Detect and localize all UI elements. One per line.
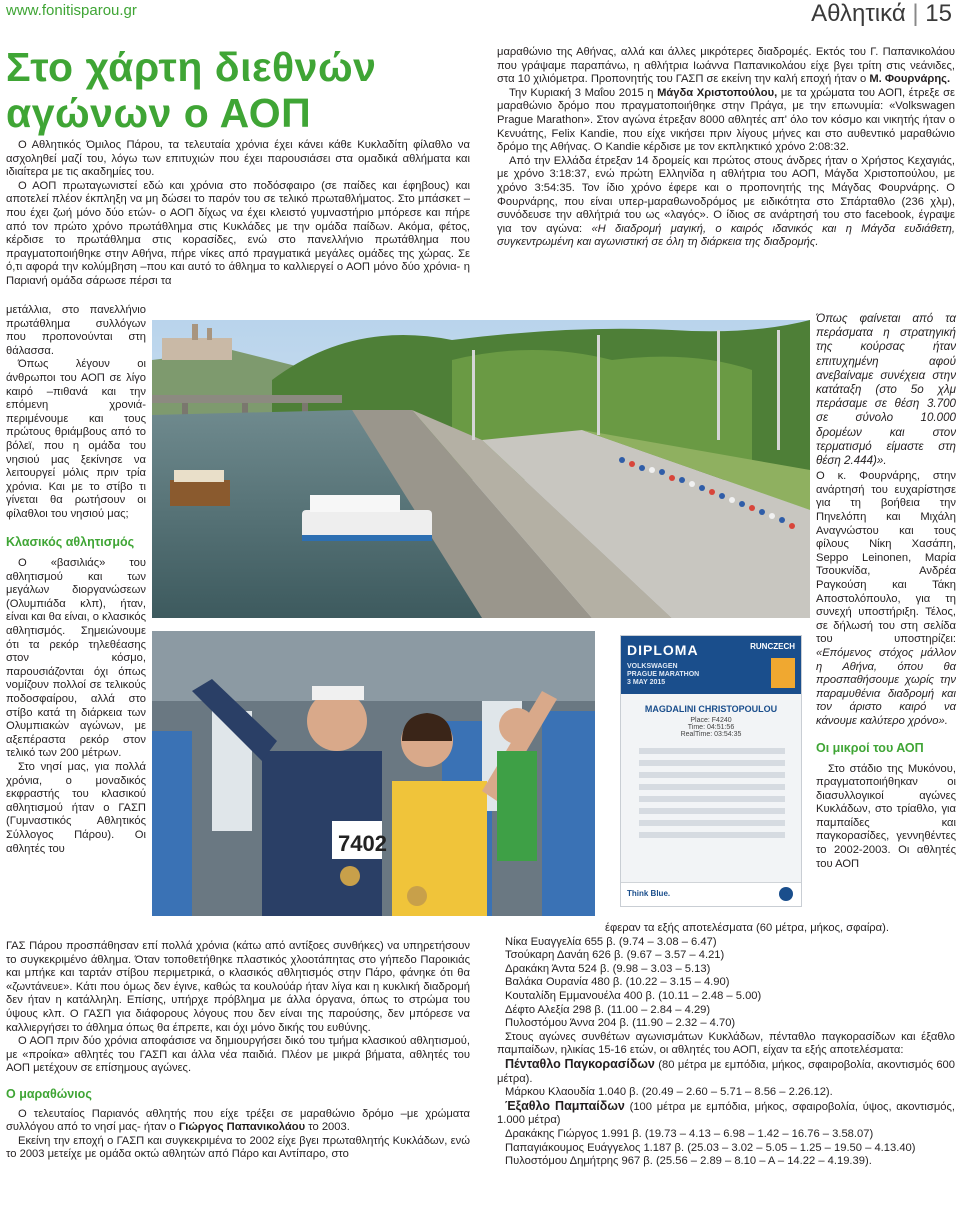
result-line: Νίκα Ευαγγελία 655 β. (9.74 – 3.08 – 6.47) (505, 935, 717, 948)
result-line: Δρακάκης Γιώργος 1.991 β. (19.73 – 4.13 – 6.98 – 1.42 – 16.76 – 3.58.07) (505, 1127, 874, 1140)
right-p1-text: μαραθώνιο της Αθήνας, αλλά και άλλες μικρότερες διαδρομές. Εκτός του Γ. Παπανικολάου που γράψαμε παραπάνω, η αθλήτρια Ιωάννα Παπανικολάου είχε βγει τρίτη στις νεάνιδες, στα 10 χιλιόμετρα. Προπονητής του ΓΑΣΠ σε εκείνη την καλή εποχή ήταν ο (497, 46, 955, 86)
right-p2-name: Μάγδα Χριστοπούλου, (657, 86, 778, 99)
right-paragraph-1 (497, 46, 955, 87)
right-paragraph-3 (497, 155, 955, 250)
diploma-athlete: MAGDALINI CHRISTOPOULOU (644, 704, 778, 714)
right-paragraph-4 (816, 470, 956, 728)
result-line: Δρακάκη Άντα 524 β. (9.98 – 3.03 – 5.13) (505, 962, 711, 975)
result-line: Δέφτο Αλεξία 298 β. (11.00 – 2.84 – 4.29) (505, 1003, 711, 1016)
prague-river-photo (152, 320, 810, 618)
narrow-paragraph-cont: μετάλλια, στο πανελλήνιο πρωτάθλημα συλλόγων που προπονούνται στη θάλασσα. (6, 304, 146, 357)
diploma-header (621, 636, 801, 694)
lower-paragraph-5: Ο ΑΟΠ πριν δύο χρόνια αποφάσισε να δημιουργήσει δικό του τμήμα κλασικού αθλητισμού, με «προίκα» αθλητές του ΓΑΣΠ και άλλα νέα παιδιά. Πλέον με μικρά βήματα, αθλητές του ΑΟΠ μετέχουν σε επίσημους αγώνες. (6, 1035, 470, 1075)
narrow-column (6, 304, 146, 856)
title-line-2: αγώνων ο ΑΟΠ (6, 90, 312, 136)
intro-paragraph-1: Ο Αθλητικός Όμιλος Πάρου, τα τελευταία χρόνια έχει κάνει κάθε Κυκλαδίτη φίλαθλο να ασχοληθεί μαζί του, λόγω των επιτυχιών που έχει παρουσιάσει στα ομαδικά αθλήματα και ιδιαίτερα με τις ακαδημίες του. (6, 139, 470, 179)
photo-caption-quote: Όπως φαίνεται από τα περάσματα η στρατηγική της κούρσας ήταν επιτυχημένη αφού ανεβαίναμε συνέχεια στην κατάταξη (στο 5ο χλμ περάσαμε σε θέση 3.700 σε σύνολο 10.000 δρομέων και στον τερματισμό είμαστε στη θέση 2.444)». (816, 312, 956, 468)
right-p1-name: Μ. Φουρνάρης. (869, 73, 951, 86)
diploma-realtime: RealTime: 03:54:35 (680, 731, 742, 738)
marathon-p1-end: το 2003. (305, 1121, 350, 1134)
right-p4-text: Ο κ. Φουρνάρης, στην ανάρτησή του ευχαρίστησε για τη βοήθεια την Πηνελόπη και Μιχάλη Αναγνώστου και τους φίλους Νίκη Χασάπη, Seppo Leinonen, Μαρία Τσουκνίδα, Ανδρέα Ραγκούση και Τάκη Αποστολόπουλο, για τη συνεχή υποστήριξη. Τέλος, σε δήλωσή του στη σελίδα του υποστηρίζει: (816, 470, 956, 646)
diploma-brand: RUNCZECH (750, 642, 795, 651)
results-intro: έφεραν τα εξής αποτελέσματα (60 μέτρα, μήκος, σφαίρα). (605, 922, 889, 934)
marathon-p1-text: Ο τελευταίος Παριανός αθλητής που είχε τρέξει σε μαραθώνιο δρόμο –με χρώματα συλλόγου από το νησί μας- ήταν ο (6, 1107, 470, 1134)
svg-text:7402: 7402 (338, 831, 387, 856)
diploma-event-line1: VOLKSWAGEN (627, 663, 678, 670)
pentathlon-label: Πένταθλο Παγκορασίδων (505, 1056, 655, 1071)
diploma-time: Time: 04:51:56 (687, 724, 735, 731)
page-number: 15 (925, 0, 952, 27)
marathon-diploma (620, 635, 802, 907)
diploma-event-date: 3 MAY 2015 (627, 679, 666, 686)
intro-block (6, 139, 470, 289)
page-header (811, 0, 952, 28)
pentathlon-desc: (80 μέτρα με εμπόδια, μήκος, σφαιροβολία, ακοντισμός 600 μέτρα). (497, 1058, 955, 1085)
hexathlon-label: Έξαθλο Παμπαίδων (505, 1098, 625, 1113)
diploma-splits-table (621, 742, 802, 852)
triathlon-results-list (497, 936, 955, 1031)
narrow-paragraph-2: Όπως λέγουν οι άνθρωποι του ΑΟΠ σε λίγο καιρό –πιθανά και την επόμενη χρονιά- περιμένουμε και τους πρώτους θριάμβους από το βόλεϊ, που η ομάδα του νησιού μας ξεκίνησε να λειτουργεί μόλις πριν τρία χρόνια. Και με το στίβο τι γίνεται θα ρωτήσουν οι φίλαθλοι του νησιού μας; (6, 358, 146, 520)
photo-finish-celebration (152, 631, 595, 916)
hexathlon-results-list (497, 1128, 955, 1169)
narrow-paragraph-3: Ο «βασιλιάς» του αθλητισμού και των μεγάλων διοργανώσεων (Ολυμπιάδα κλπ), ήταν, είναι και θα είναι, ο κλασικός αθλητισμός. Σημειώνουμε ότι τα ρεκόρ τηλεθέασης στον κόσμο, παρουσιάζονται όχι όπως νομίζουν πολλοί σε τελικούς ποδοσφαίρου, αλλά στο στίβο κατά τη διάρκεια των Ολυμπιακών αγώνων, με αξεπέραστα ρεκόρ στον τελικό των 200 μέτρων. (6, 557, 146, 760)
right-p3-quote: «Η διαδρομή μαγική, ο καιρός ιδανικός και η Μάγδα ευδιάθετη, συγκεντρωμένη και αγωνιστική σε όλη τη διάρκεια της διαδρομής. (497, 222, 955, 249)
diploma-event (627, 663, 699, 687)
result-line: Πυλοστόμου Άννα 204 β. (11.90 – 2.32 – 4.70) (505, 1017, 736, 1030)
header-separator: | (912, 0, 919, 27)
right-paragraph-5 (816, 763, 956, 872)
narrow-paragraph-4: Στο νησί μας, για πολλά χρόνια, ο μοναδικός εκφραστής του κλασικού αθλητισμού ήταν ο ΓΑΣΠ (Γυμναστικός Αθλητικός Σύλλογος Πάρου). Οι αθλητές του (6, 761, 146, 855)
article-title (6, 44, 376, 136)
lower-paragraph-cont: ΓΑΣ Πάρου προσπάθησαν επί πολλά χρόνια (κάτω από αντίξοες συνθήκες) να υπηρετήσουν το συγκεκριμένο άθλημα. Όταν τοποθετήθηκε πλαστικός χλοοτάπητας στο γήπεδο Παροικιάς και μπήκε και ταρτάν στίβου περιμετρικά, ο κλασικός αθλητισμός στην Πάρο, φάνηκε ότι θα «ζωντάνευε». Κάτι που όμως δεν έγινε, καθώς τα κουλούάρ ήταν λίγα και η κυκλική διαδρομή δεν ήταν η κατάλληλη. Επίσης, υπήρχε πρόβλημα με άλλα όργανα, όπως το στρώμα του ύψους κλπ. Ο ΓΑΣΠ για διάφορους λόγους που δεν είναι της παρούσης, δεν μπόρεσε να καλλιεργήσει το άθλημα όπως θα έπρεπε, και όχι μόνο δικής του ευθύνης. (6, 940, 470, 1034)
title-line-1: Στο χάρτη διεθνών (6, 44, 377, 90)
lower-left-block (6, 940, 470, 1162)
result-line: Παπαγιάκουμος Ευάγγελος 1.187 β. (25.03 – 3.02 – 5.05 – 1.25 – 19.50 – 4.13.40) (505, 1141, 916, 1154)
site-url[interactable]: www.fonitisparou.gr (6, 2, 137, 19)
diploma-footer-slogan: Think Blue. (627, 889, 671, 898)
result-line: Πυλοστόμου Δημήτρης 967 β. (25.56 – 2.89 – 8.10 – Α – 14.22 – 4.19.39). (505, 1155, 872, 1168)
hexathlon-heading (497, 1100, 955, 1128)
result-line: Τσούκαρη Δανάη 626 β. (9.67 – 3.57 – 4.21) (505, 949, 725, 962)
intro-paragraph-2: Ο ΑΟΠ πρωταγωνιστεί εδώ και χρόνια στο ποδόσφαιρο (σε παίδες και έφηβους) και αποτελεί πλέον έκπληξη να μη δώσει το παρόν του σε τελικό πρωταθλήματος. Στο μπάσκετ –που έχει ζωή μόνο δύο ετών- ο ΑΟΠ δίχως να έχει κλειστό γυμναστήριο μπόρεσε και πήρε από τον πρώτο χρόνο πρωτάθλημα στις Κυκλάδες με την ομάδα παίδων. Ακόμα, φέτος, κέρδισε το πρωτάθλημα στις κορασίδες, ενώ στο πανελλήνιο πρωτάθλημα που πραγματοποιήθηκε στην Αθήνα, πήρε νίκες από πραγματικά μεγάλες ομάδες της χώρας. Σε ό,τι αφορά την κολύμβηση –που και αυτό το άθλημα το καλλιεργεί ο ΑΟΠ μόνο δύο χρόνια- η Παριανή ομάδα σάρωσε πέρσι τα (6, 179, 470, 287)
marathon-p1-name: Γιώργος Παπανικολάου (178, 1121, 306, 1134)
right-top-column (497, 46, 955, 250)
marathon-paragraph-2: Εκείνη την εποχή ο ΓΑΣΠ και συγκεκριμένα το 2002 είχε βγει πρωταθλητής Κυκλάδων, ενώ το 2003 μετείχε με ομάδα οκτώ αθλητών από Πάρο και Αντίπαρο, στο (6, 1134, 470, 1161)
result-line: Βαλάκα Ουρανία 480 β. (10.22 – 3.15 – 4.90) (505, 976, 730, 989)
diploma-footer (621, 882, 801, 906)
photo-prague-marathon (152, 320, 810, 618)
right-p3-text: Από την Ελλάδα έτρεξαν 14 δρομείς και πρώτος στους άνδρες ήταν ο Χρήστος Κεχαγιάς, με χρόνο 3:18:37, ενώ πρώτη Ελληνίδα η αθλήτρια του ΑΟΠ, Μάγδα Χριστοπούλου, με χρόνο 3:54:35. Τον ίδιο χρόνο έφερε και ο προπονητής της Μάγδας Φουρνάρης. Ο Φουρνάρης, που είναι υπερ-μαραθωνοδρόμος με ειδικότητα στο Σπάρταθλο (236 χλμ), συνόδευσε την αθλήτριά του ως «λαγός». Ο ίδιος σε ανάρτησή του στο facebook, έγραψε για τον αγώνα: (497, 154, 955, 235)
subheading-classic-athletics: Κλασικός αθλητισμός (6, 534, 135, 549)
marathon-paragraph-1 (6, 1108, 470, 1135)
right-paragraph-2 (497, 87, 955, 155)
pentathlon-result: Μάρκου Κλαουδία 1.040 β. (20.49 – 2.60 – 5.71 – 8.56 – 2.26.12). (505, 1086, 833, 1099)
combined-events-intro: Στους αγώνες συνθέτων αγωνισμάτων Κυκλάδων, πένταθλο παγκορασίδων και έξαθλο παμπαίδων, ηλικίας 15-16 ετών, οι αθλητές του ΑΟΠ, είχαν τα εξής αποτελέσματα: (497, 1030, 955, 1057)
right-p2-rest: με τα χρώματα του ΑΟΠ, έτρεξε σε μαραθώνιο δρόμο που πραγματοποιήθηκε στην Πράγα, με την επωνυμία: «Volkswagen Prague Marathon». Στον αγώνα έτρεξαν 8000 αθλητές απ' όλο τον κόσμο και νικητής ήταν ο Κενυάτης, Felix Kandie, που είχε νικήσει πριν λίγους μήνες και στο αυθεντικό μαραθώνιο δρόμο της Αθήνας. Ο Kandie κέρδισε με τον εκπληκτικό χρόνο 2:08:32. (497, 86, 955, 154)
section-name: Αθλητικά (811, 0, 906, 27)
diploma-place: Place: F4240 (690, 717, 732, 724)
results-block (497, 922, 955, 1169)
diploma-event-line2: PRAGUE MARATHON (627, 671, 700, 678)
subheading-young-athletes: Οι μικροί του ΑΟΠ (816, 740, 924, 755)
hexathlon-desc: (100 μέτρα με εμπόδια, μήκος, σφαιροβολία, ύψος, ακοντισμός, 1.000 μέτρα) (497, 1100, 955, 1127)
vw-logo-icon (779, 887, 793, 901)
finish-line-photo (152, 631, 595, 916)
right-narrow-column (816, 312, 956, 871)
right-p2-text: Την Κυριακή 3 Μαΐου 2015 η (509, 86, 658, 99)
pentathlon-heading (497, 1058, 955, 1086)
right-p4-quote: «Επόμενος στόχος μάλλον η Αθήνα, όπου θα προσπαθήσουμε χωρίς την παραμυθένια διαδρομή και τον άριστο καιρό να κάνουμε καλύτερο χρόνο». (816, 646, 956, 727)
right-p5-text: Στο στάδιο της Μυκόνου, πραγματοποιήθηκαν οι διασυλλογικοί αγώνες Κυκλάδων, στο τρίαθλο, για παμπαίδες και παγκορασίδες, γεννηθέντες το 2002-2003. Οι αθλητές του ΑΟΠ (816, 762, 956, 870)
diploma-title: DIPLOMA (627, 642, 699, 658)
subheading-marathon: Ο μαραθώνιος (6, 1086, 92, 1101)
result-line: Κουταλίδη Εμμανουέλα 400 β. (10.11 – 2.48 – 5.00) (505, 989, 762, 1002)
diploma-badge-icon (771, 658, 795, 688)
